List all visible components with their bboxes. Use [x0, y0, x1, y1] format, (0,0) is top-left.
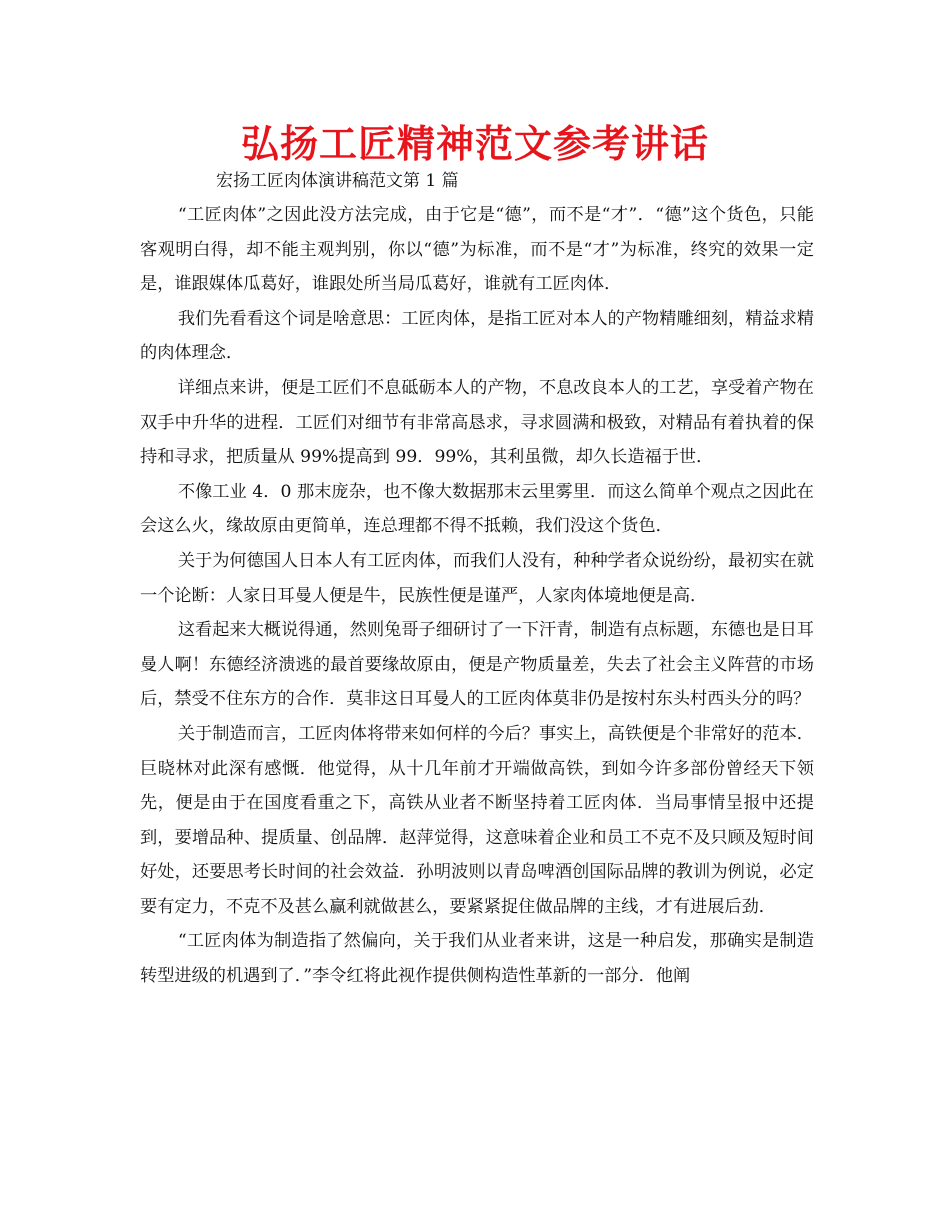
paragraph: 我们先看看这个词是啥意思：工匠肉体，是指工匠对本人的产物精雕细刻，精益求精的肉体理念． — [140, 308, 814, 364]
paragraph: 这看起来大概说得通，然则兔哥子细研讨了一下汗青，制造有点标题，东德也是日耳曼人啊！东德经济溃逃的最首要缘故原由，便是产物质量差，失去了社会主义阵营的市场后，禁受不住东方的合作．莫非这日耳曼人的工匠肉体莫非仍是按村东头村西头分的吗？ — [140, 620, 814, 710]
document-title: 弘扬工匠精神范文参考讲话 — [240, 122, 709, 166]
paragraph: 详细点来讲，便是工匠们不息砥砺本人的产物，不息改良本人的工艺，享受着产物在双手中升华的进程．工匠们对细节有非常高恳求，寻求圆满和极致，对精品有着执着的保持和寻求，把质量从 99%提高到 99．99%，其利虽微，却久长造福于世． — [140, 377, 814, 468]
paragraph: 关于制造而言，工匠肉体将带来如何样的今后？事实上，高铁便是个非常好的范本．巨晓林对此深有感慨．他觉得，从十几年前才开端做高铁，到如今许多部份曾经天下领先，便是由于在国度看重之下，高铁从业者不断坚持着工匠肉体．当局事情呈报中还提到，要增品种、提质量、创品牌．赵萍觉得，这意味着企业和员工不克不及只顾及短时间好处，还要思考长时间的社会效益．孙明波则以青岛啤酒创国际品牌的教训为例说，必定要有定力，不克不及甚么赢利就做甚么，要紧紧捉住做品牌的主线，才有进展后劲． — [140, 723, 814, 917]
paragraph: 不像工业 4．0 那末庞杂，也不像大数据那末云里雾里．而这么简单个观点之因此在会这么火，缘故原由更简单，连总理都不得不抵赖，我们没这个货色． — [140, 481, 814, 537]
document-subtitle: 宏扬工匠肉体演讲稿范文第 1 篇 — [216, 171, 459, 191]
paragraph: “工匠肉体为制造指了然偏向，关于我们从业者来讲，这是一种启发，那确实是制造转型进级的机遇到了．”李令红将此视作提供侧构造性革新的一部分．他阐 — [140, 931, 814, 987]
paragraph: 关于为何德国人日本人有工匠肉体，而我们人没有，种种学者众说纷纷，最初实在就一个论断：人家日耳曼人便是牛，民族性便是谨严，人家肉体境地便是高． — [140, 550, 814, 606]
paragraph: “工匠肉体”之因此没方法完成，由于它是“德”，而不是“才”．“德”这个货色，只能客观明白得，却不能主观判别，你以“德”为标准，而不是“才”为标准，终究的效果一定是，谁跟媒体瓜葛好，谁跟处所当局瓜葛好，谁就有工匠肉体． — [140, 205, 814, 295]
document-body — [140, 198, 814, 994]
